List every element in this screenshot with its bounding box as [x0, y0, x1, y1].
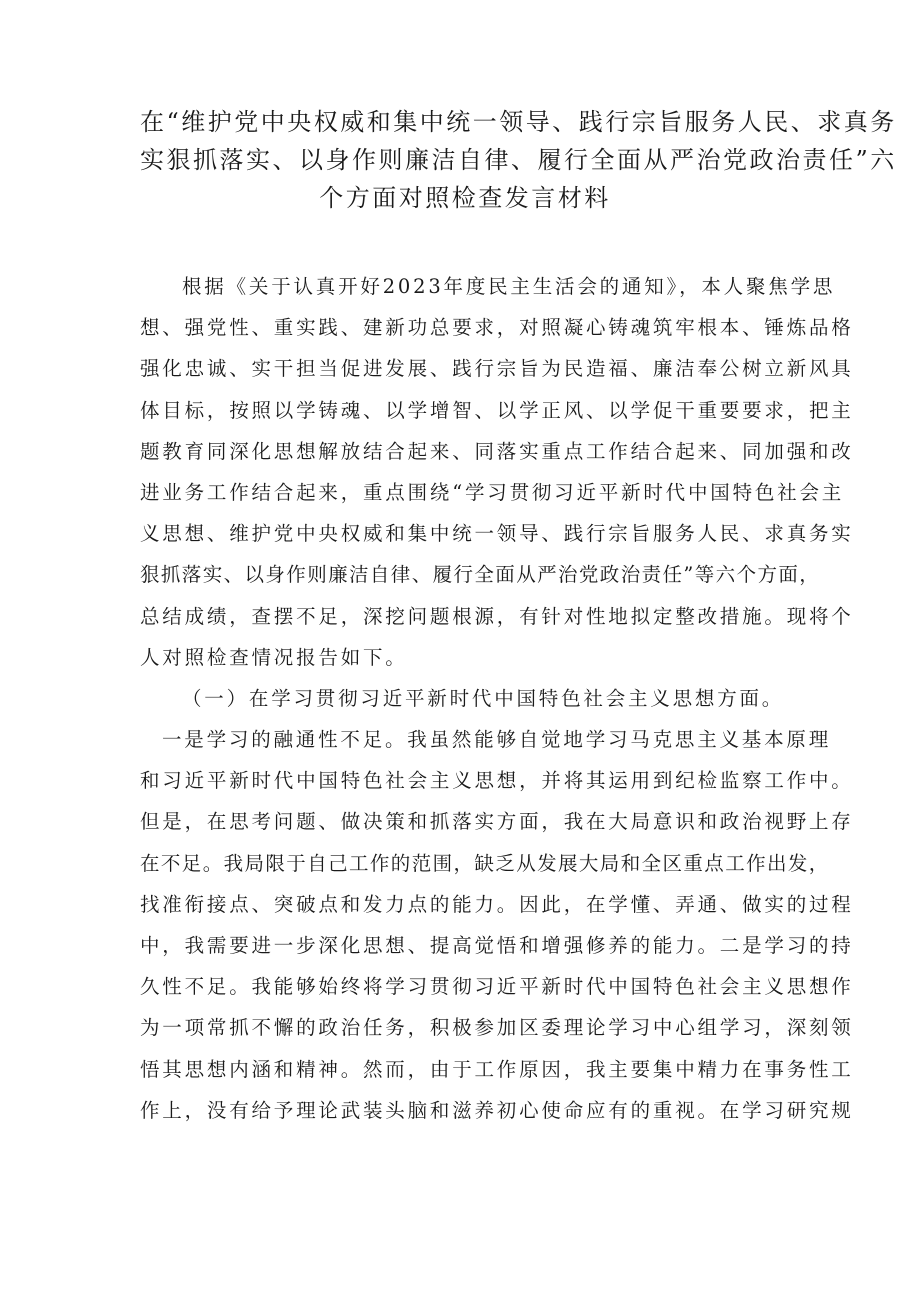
body-line: 在不足。我局限于自己工作的范围，缺乏从发展大局和全区重点工作出发， — [140, 851, 830, 875]
section-heading: （一）在学习贯彻习近平新时代中国特色社会主义思想方面。 — [182, 686, 785, 710]
document-title — [140, 103, 897, 217]
title-line: 实狠抓落实、以身作则廉洁自律、履行全面从严治党政治责任”六 — [140, 146, 897, 174]
body-line: 进业务工作结合起来，重点围绕“学习贯彻习近平新时代中国特色社会主 — [140, 480, 845, 504]
body-line: 总结成绩，查摆不足，深挖问题根源，有针对性地拟定整改措施。现将个 — [140, 604, 854, 628]
body-line: 久性不足。我能够始终将学习贯彻习近平新时代中国特色社会主义思想作 — [140, 975, 854, 999]
body-line: 根据《关于认真开好2023年度民主生活会的通知》，本人聚焦学思 — [182, 275, 836, 298]
body-line: 悟其思想内涵和精神。然而，由于工作原因，我主要集中精力在事务性工 — [140, 1057, 854, 1081]
body-line: 但是，在思考问题、做决策和抓落实方面，我在大局意识和政治视野上存 — [140, 810, 854, 834]
body-line: 作上，没有给予理论武装头脑和滋养初心使命应有的重视。在学习研究规 — [140, 1098, 854, 1122]
body-line: 中，我需要进一步深化思想、提高觉悟和增强修养的能力。二是学习的持 — [140, 934, 854, 957]
body-line: 想、强党性、重实践、建新功总要求，对照凝心铸魂筑牢根本、锤炼品格 — [140, 316, 854, 340]
body-line: 和习近平新时代中国特色社会主义思想，并将其运用到纪检监察工作中。 — [140, 769, 854, 793]
body-line: 强化忠诚、实干担当促进发展、践行宗旨为民造福、廉洁奉公树立新风具 — [140, 357, 854, 381]
body-line: 找准衔接点、突破点和发力点的能力。因此，在学懂、弄通、做实的过程 — [140, 892, 854, 916]
document-body — [140, 266, 854, 1131]
body-line: 为一项常抓不懈的政治任务，积极参加区委理论学习中心组学习，深刻领 — [140, 1016, 854, 1040]
body-line: 人对照检查情况报告如下。 — [140, 645, 408, 669]
body-line: 义思想、维护党中央权威和集中统一领导、践行宗旨服务人民、求真务实 — [140, 522, 854, 546]
body-line: 狠抓落实、以身作则廉洁自律、履行全面从严治党政治责任”等六个方面， — [140, 563, 821, 587]
title-line: 在“维护党中央权威和集中统一领导、践行宗旨服务人民、求真务 — [140, 108, 897, 136]
body-line: 一是学习的融通性不足。我虽然能够自觉地学习马克思主义基本原理 — [162, 728, 832, 752]
title-line: 个方面对照检查发言材料 — [319, 184, 611, 212]
body-line: 题教育同深化思想解放结合起来、同落实重点工作结合起来、同加强和改 — [140, 439, 854, 463]
body-line: 体目标，按照以学铸魂、以学增智、以学正风、以学促干重要要求，把主 — [140, 398, 854, 422]
